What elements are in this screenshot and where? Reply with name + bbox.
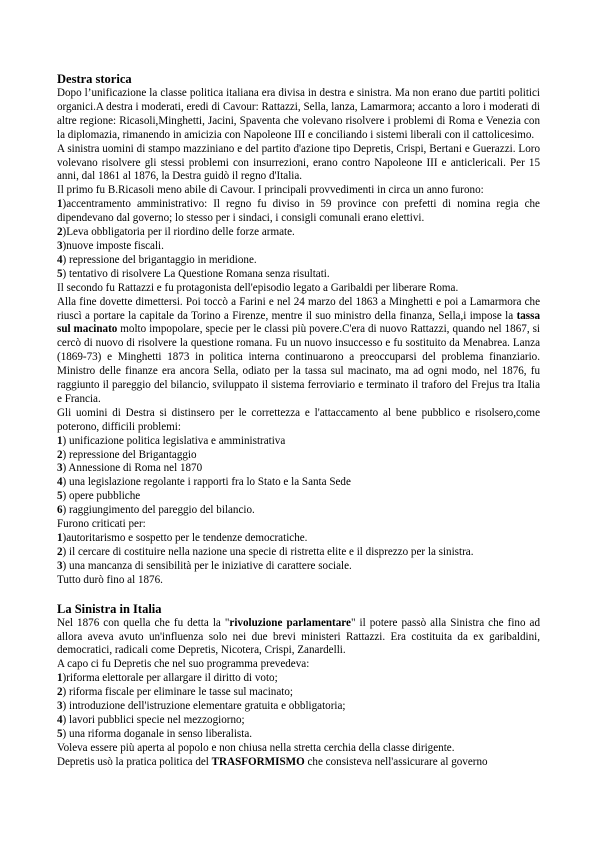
- list-item: 6) raggiungimento del pareggio del bilancio.: [57, 504, 255, 517]
- list-item: 2) il cercare di costituire nella nazione una specie di ristretta elite e il disprezzo per la sinistra.: [57, 545, 474, 558]
- list-item: 5) tentativo di risolvere La Questione Romana senza risultati.: [57, 267, 330, 280]
- list-item: 2) repressione del Brigantaggio: [57, 448, 197, 461]
- list-item: 4) repressione del brigantaggio in meridione.: [57, 253, 257, 266]
- list-item: 1)accentramento amministrativo: Il regno fu diviso in 59 province con prefetti di nomina regia che dipendevano dal governo; lo stesso per i sindaci, i consigli comunali erano elettivi.: [57, 198, 540, 225]
- list-item: 3) Annessione di Roma nel 1870: [57, 462, 203, 475]
- list-item: 2) riforma fiscale per eliminare le tasse sul macinato;: [57, 686, 293, 699]
- list-item: 1) unificazione politica legislativa e amministrativa: [57, 434, 286, 447]
- section-title-destra: Destra storica: [57, 72, 132, 86]
- paragraph: Dopo l’unificazione la classe politica italiana era divisa in destra e sinistra. Ma non erano due partiti politici organici.A destra i moderati, eredi di Cavour: Rattazzi, Sella, lanza, Lamarmora; accanto a loro i moderati di altre regione: Ricasoli,Minghetti, Jacini, Spaventa che volevano risolvere i problemi di Roma e Venezia con la diplomazia, rimanendo in amicizia con Napoleone III e conciliando i sistemi liberali con il cattolicesimo.: [57, 87, 540, 141]
- list-item: 3) introduzione dell'istruzione elementare gratuita e obbligatoria;: [57, 700, 346, 713]
- paragraph: Gli uomini di Destra si distinsero per le correttezza e l'attaccamento al bene pubblico e risolsero,come poterono, difficili problemi:: [57, 406, 540, 433]
- paragraph: A capo ci fu Depretis che nel suo programma prevedeva:: [57, 658, 310, 671]
- list-item: 5) opere pubbliche: [57, 490, 141, 503]
- list-item: 1)riforma elettorale per allargare il diritto di voto;: [57, 672, 278, 685]
- paragraph: Voleva essere più aperta al popolo e non chiusa nella stretta cerchia della classe dirigente.: [57, 741, 455, 754]
- section-title-sinistra: La Sinistra in Italia: [57, 601, 162, 616]
- paragraph: Il primo fu B.Ricasoli meno abile di Cavour. I principali provvedimenti in circa un anno furono:: [57, 184, 484, 197]
- list-item: 2)Leva obbligatoria per il riordino delle forze armate.: [57, 226, 295, 239]
- paragraph: Depretis usò la pratica politica del TRASFORMISMO che consisteva nell'assicurare al governo: [57, 755, 488, 768]
- list-item: 3)nuove imposte fiscali.: [57, 239, 164, 252]
- list-item: 1)autoritarismo e sospetto per le tendenze democratiche.: [57, 532, 308, 544]
- list-item: 5) una riforma doganale in senso liberalista.: [57, 727, 253, 740]
- paragraph: Nel 1876 con quella che fu detta la "rivoluzione parlamentare" il potere passò alla Sinistra che fino ad allora aveva avuto un'influenza solo nei due brevi ministeri Rattazzi. Era costituita da ex garibaldini, democratici, radicali come Depretis, Nicotera, Crispi, Zanardelli.: [57, 616, 541, 657]
- list-item: 4) una legislazione regolante i rapporti fra lo Stato e la Santa Sede: [57, 476, 351, 489]
- paragraph: Alla fine dovette dimettersi. Poi toccò a Farini e nel 24 marzo del 1863 a Minghetti e poi a Lamarmora che riuscì a portare la capitale da Torino a Firenze, mentre il suo ministro della finanza, Sella,i impose la tassa sul macinato molto impopolare, specie per le classi più povere.C'era di nuovo Rattazzi, quando nel 1867, si cercò di nuovo di risolvere la questione romana. Fu un nuovo insuccesso e fu sostituito da Menabrea. Lanza (1869-73) e Minghetti 1873 in politica interna continuarono a preoccuparsi del problema finanziario. Ministro delle finanze era ancora Sella, odiato per la tassa sul macinato, ma ad ogni modo, nel 1876, fu raggiunto il pareggio del bilancio, sviluppato il sistema ferroviario e terminato il traforo del Frejus tra Italia e Francia.: [57, 295, 540, 405]
- paragraph: Tutto durò fino al 1876.: [57, 573, 163, 586]
- paragraph: A sinistra uomini di stampo mazziniano e del partito d'azione tipo Depretis, Crispi, Bertani e Guerazzi. Loro volevano risolvere gli stessi problemi con insurrezioni, erano contro Napoleone III e anticlericali. Per 15 anni, dal 1861 al 1876, la Destra guidò il regno d'Italia.: [57, 142, 540, 183]
- document-page: [57, 72, 540, 770]
- spacer: [57, 588, 540, 602]
- paragraph: Il secondo fu Rattazzi e fu protagonista dell'episodio legato a Garibaldi per liberare Roma.: [57, 281, 459, 294]
- paragraph: Furono criticati per:: [57, 518, 146, 531]
- list-item: 4) lavori pubblici specie nel mezzogiorno;: [57, 713, 245, 726]
- list-item: 3) una mancanza di sensibilità per le iniziative di carattere sociale.: [57, 559, 352, 572]
